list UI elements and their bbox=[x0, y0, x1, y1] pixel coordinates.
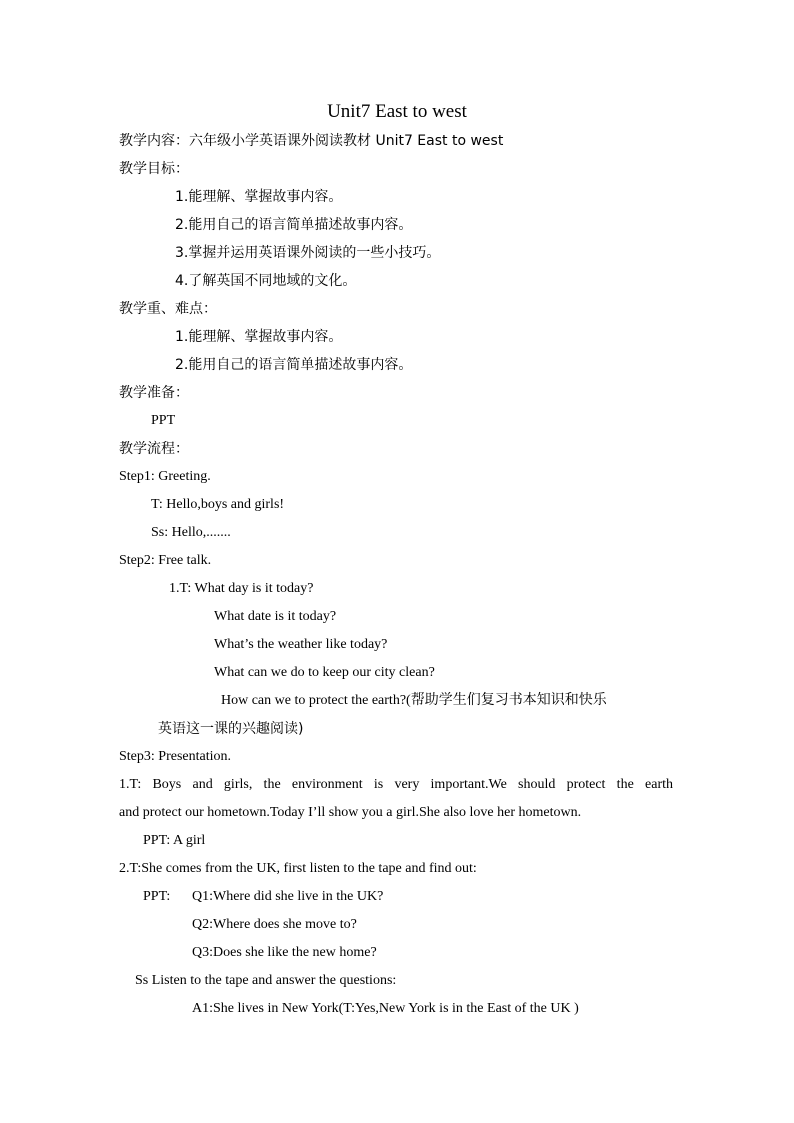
step3-question: Q2:Where does she move to? bbox=[192, 917, 357, 932]
step3-question: Q3:Does she like the new home? bbox=[192, 945, 377, 960]
step3-paragraph-line: 1.T: Boys and girls, the environment is very important.We should protect the earth bbox=[119, 777, 673, 792]
key-points-heading: 教学重、难点： bbox=[119, 301, 217, 317]
objective-item: 4.了解英国不同地域的文化。 bbox=[175, 273, 357, 289]
step3-title: Step3: Presentation. bbox=[119, 749, 231, 764]
key-point-item: 1.能理解、掌握故事内容。 bbox=[175, 329, 343, 345]
step1-title: Step1: Greeting. bbox=[119, 469, 211, 484]
step3-ppt-girl: PPT: A girl bbox=[143, 833, 206, 848]
step1-teacher-line: T: Hello,boys and girls! bbox=[151, 497, 285, 512]
preparation-heading: 教学准备： bbox=[119, 385, 189, 401]
step3-ppt-label: PPT: bbox=[143, 889, 171, 904]
process-heading: 教学流程： bbox=[119, 441, 189, 457]
step2-question: What’s the weather like today? bbox=[214, 637, 388, 652]
page-title: Unit7 East to west bbox=[327, 101, 467, 122]
objectives-heading: 教学目标： bbox=[119, 161, 189, 177]
content-line: 教学内容：六年级小学英语课外阅读教材 Unit7 East to west bbox=[119, 133, 504, 149]
step2-question: 1.T: What day is it today? bbox=[169, 581, 314, 596]
step2-question: What can we do to keep our city clean? bbox=[214, 665, 435, 680]
objective-item: 3.掌握并运用英语课外阅读的一些小技巧。 bbox=[175, 245, 441, 261]
objective-item: 1.能理解、掌握故事内容。 bbox=[175, 189, 343, 205]
step3-task-line: 2.T:She comes from the UK, first listen to the tape and find out: bbox=[119, 861, 477, 876]
step2-title: Step2: Free talk. bbox=[119, 553, 212, 568]
step3-question: Q1:Where did she live in the UK? bbox=[192, 889, 384, 904]
step3-paragraph-line: and protect our hometown.Today I’ll show you a girl.She also love her hometown. bbox=[119, 805, 582, 820]
step3-answer: A1:She lives in New York(T:Yes,New York is in the East of the UK ) bbox=[192, 1001, 579, 1016]
step2-question: How can we to protect the earth?(帮助学生们复习书本知识和快乐 bbox=[221, 693, 607, 708]
step2-question-continued: 英语这一课的兴趣阅读) bbox=[158, 721, 304, 737]
step3-listen-line: Ss Listen to the tape and answer the questions: bbox=[135, 973, 397, 988]
preparation-item: PPT bbox=[151, 413, 176, 428]
step1-students-line: Ss: Hello,....... bbox=[151, 525, 231, 540]
objective-item: 2.能用自己的语言简单描述故事内容。 bbox=[175, 217, 413, 233]
key-point-item: 2.能用自己的语言简单描述故事内容。 bbox=[175, 357, 413, 373]
step2-question: What date is it today? bbox=[214, 609, 337, 624]
